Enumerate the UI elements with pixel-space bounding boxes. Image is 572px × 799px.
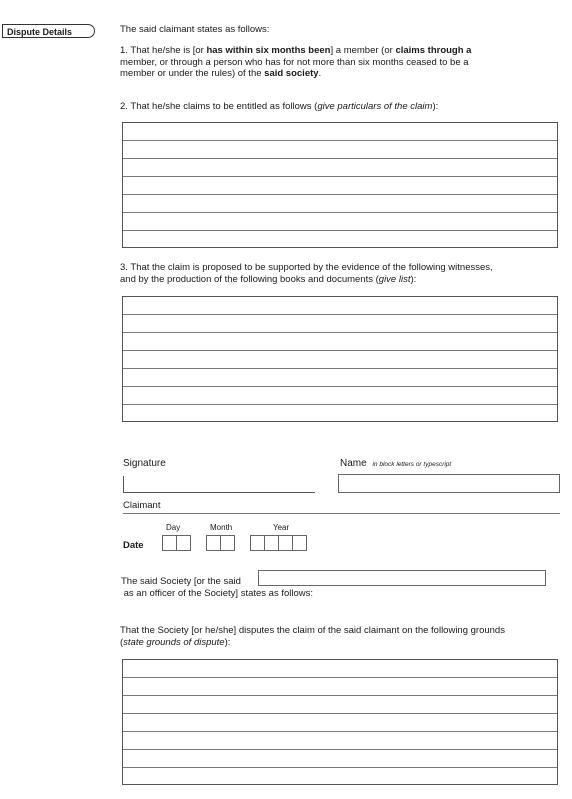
- intro-text: The said claimant states as follows:: [120, 24, 270, 35]
- claim-particulars-field[interactable]: [122, 122, 558, 248]
- month-label: Month: [210, 523, 233, 532]
- month-input[interactable]: [206, 535, 234, 551]
- officer-name-field[interactable]: [258, 570, 546, 586]
- claimant-label: Claimant: [123, 500, 161, 511]
- day-label: Day: [166, 523, 181, 532]
- signature-label: Signature: [123, 458, 166, 469]
- item-2-text: 2. That he/she claims to be entitled as follows (give particulars of the claim):: [120, 101, 439, 112]
- society-line-1: The said Society [or the said: [121, 576, 241, 587]
- witnesses-documents-field[interactable]: [122, 296, 558, 422]
- society-line-2: as an officer of the Society] states as follows:: [121, 588, 314, 599]
- date-label: Date: [123, 540, 144, 551]
- day-input[interactable]: [162, 535, 190, 551]
- name-label: Name in block letters or typescript: [340, 458, 452, 469]
- section-tab-dispute-details: Dispute Details: [2, 24, 95, 38]
- year-input[interactable]: [250, 535, 306, 551]
- signature-field[interactable]: [123, 476, 315, 493]
- item-1-text: 1. That he/she is [or has within six months been] a member (or claims through a member, or through a person who has for not more than six months ceased to be a member or under the rules) of the said society.: [120, 45, 472, 79]
- name-hint: in block letters or typescript: [372, 461, 452, 468]
- divider: [123, 513, 560, 514]
- year-label: Year: [273, 523, 290, 532]
- dispute-text: That the Society [or he/she] disputes the claim of the said claimant on the following grounds (state grounds of dispute):: [120, 625, 505, 648]
- item-3-text: 3. That the claim is proposed to be supported by the evidence of the following witnesses, and by the production of the following books and documents (give list):: [120, 262, 493, 285]
- dispute-grounds-field[interactable]: [122, 659, 558, 785]
- name-field[interactable]: [338, 474, 560, 493]
